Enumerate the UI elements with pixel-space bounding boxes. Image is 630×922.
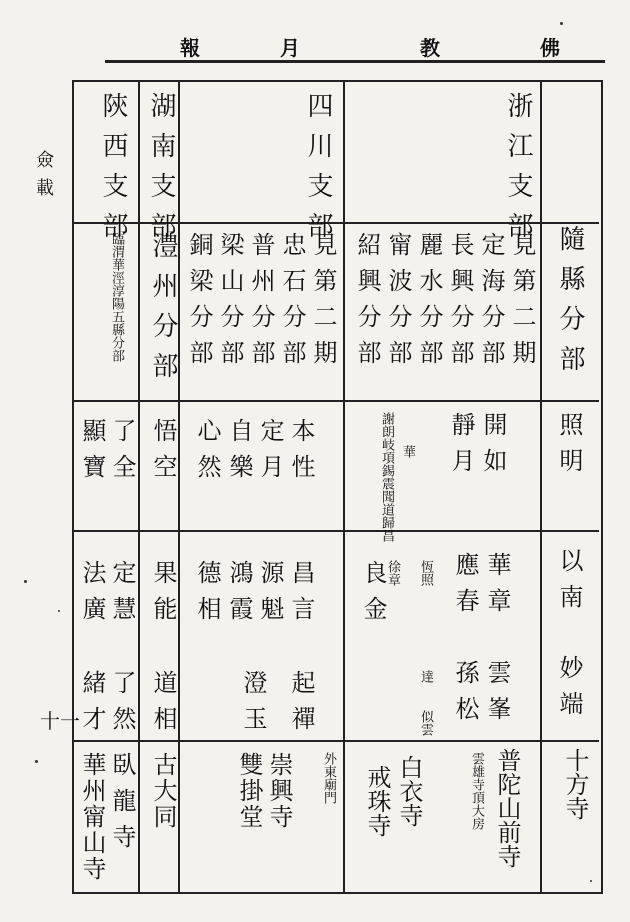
temple-entry: 外東廟門: [321, 752, 336, 804]
officer-entry: 徐章: [385, 560, 400, 586]
branch-sichuan: 四川支部: [303, 92, 333, 252]
temple-entry: 十方寺: [561, 748, 589, 820]
temple-entry: 崇興寺: [265, 752, 293, 830]
temple-entry: 華州甯山寺: [78, 752, 106, 882]
subunit-sichuan-item: 忠石分部: [278, 232, 306, 376]
monk-entry: 顯寶: [78, 418, 106, 490]
officer-entry: 以南: [555, 548, 583, 620]
page-number: 十一: [40, 709, 80, 733]
officer-entry: 雲峯: [483, 660, 511, 732]
temple-entry: 普陀山前寺: [493, 748, 521, 868]
officer-entry: 定慧: [108, 560, 136, 632]
monk-entry: 心然: [193, 418, 221, 490]
temple-entry: 古大同: [149, 752, 177, 830]
monk-entry: 了全: [108, 418, 136, 490]
subunit-zhejiang-item: 長興分部: [446, 232, 474, 376]
subunit-zhejiang-item: 甯波分部: [384, 232, 412, 376]
officer-entry: 了然: [108, 670, 136, 742]
subunit-sichuan-item: 梁山分部: [216, 232, 244, 376]
officer-entry: 緒才: [78, 670, 106, 742]
branch-shaanxi: 陝西支部: [98, 92, 128, 252]
temple-entry: 戒珠寺: [363, 765, 391, 837]
officer-entry: 達: [418, 670, 433, 683]
side-label: 僉載: [33, 150, 54, 206]
temple-entry: 雙掛堂: [235, 752, 263, 830]
officer-entry: 昌言: [287, 560, 315, 632]
header-title-char: 月: [280, 36, 300, 60]
officer-entry: 恆照: [418, 560, 433, 586]
monk-entry: 自樂: [225, 418, 253, 490]
officer-entry: 果能: [149, 560, 177, 632]
branch-sui: 隨縣分部: [555, 225, 585, 385]
officer-entry: 澄玉: [239, 670, 267, 742]
column-divider: [540, 80, 542, 892]
monk-entry: 照明: [555, 412, 583, 484]
temple-entry: 雲雄寺頂大房: [469, 752, 484, 830]
subunit-sichuan-item: 普州分部: [247, 232, 275, 376]
officer-entry: 源魁: [256, 560, 284, 632]
officer-entry: 妙端: [555, 655, 583, 727]
officer-entry: 應春: [451, 552, 479, 624]
header-title-char: 佛: [540, 36, 560, 60]
subunit-sichuan-item: 見第二期: [309, 232, 337, 376]
header-rule: [105, 60, 605, 63]
row-divider: [72, 530, 599, 532]
officer-entry: 起禪: [287, 670, 315, 742]
monk-entry: 謝朗岐項錫震聞道歸昌: [379, 412, 394, 542]
officer-entry: 鴻霞: [225, 560, 253, 632]
subunit-zhejiang-item: 麗水分部: [415, 232, 443, 376]
subunit-sichuan-item: 銅梁分部: [185, 232, 213, 376]
officer-entry: 似雲: [418, 710, 433, 736]
temple-entry: 白衣寺: [395, 755, 423, 827]
row-divider: [72, 400, 599, 402]
monk-entry: 靜月: [447, 412, 475, 484]
officer-entry: 德相: [193, 560, 221, 632]
subunit-zhejiang-item: 定海分部: [477, 232, 505, 376]
header-title-char: 教: [420, 36, 440, 60]
monk-entry: 定月: [256, 418, 284, 490]
temple-entry: 臥龍寺: [108, 752, 136, 860]
monk-entry: 悟空: [149, 418, 177, 490]
officer-entry: 法廣: [78, 560, 106, 632]
monk-entry: 華: [400, 445, 415, 458]
branch-hunan: 湖南支部: [146, 92, 176, 252]
officer-entry: 道相: [149, 670, 177, 742]
officer-entry: 華章: [483, 552, 511, 624]
column-divider: [343, 80, 345, 892]
subunit-shaanxi: 臨渭華涇淳陽五縣分部: [109, 232, 124, 362]
officer-entry: 良金: [359, 560, 387, 632]
subunit-zhejiang-item: 紹興分部: [353, 232, 381, 376]
header-title-char: 報: [180, 36, 200, 60]
subunit-zhejiang-item: 見第二期: [508, 232, 536, 376]
monk-entry: 開如: [479, 412, 507, 484]
subunit-hunan: 澧州分部: [148, 232, 178, 392]
branch-zhejiang: 浙江支部: [503, 92, 533, 252]
monk-entry: 本性: [287, 418, 315, 490]
officer-entry: 孫松: [451, 660, 479, 732]
